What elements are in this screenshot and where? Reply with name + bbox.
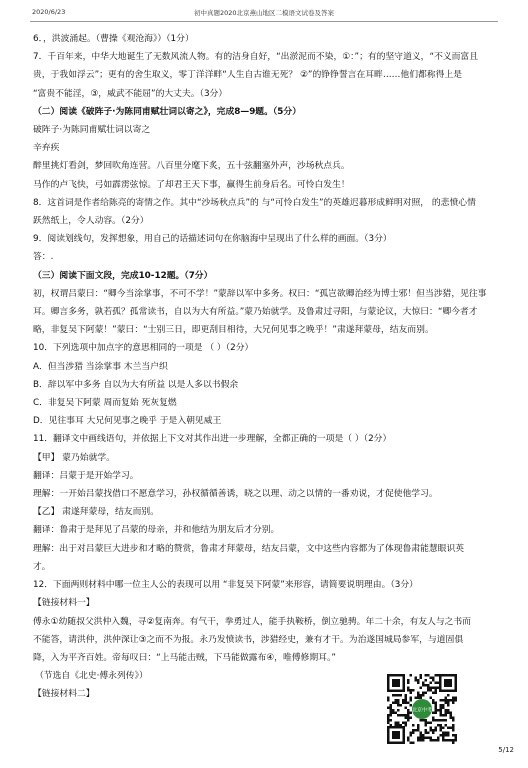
qr-module <box>422 682 425 685</box>
qr-module <box>435 707 438 710</box>
qr-module <box>435 682 438 685</box>
header-date: 2020/6/23 <box>32 8 66 16</box>
qr-module <box>432 677 435 680</box>
qr-module <box>435 687 438 690</box>
qr-module <box>440 734 443 737</box>
qr-module <box>430 682 433 685</box>
qr-module <box>430 727 433 730</box>
qr-module <box>390 712 393 715</box>
page-header <box>0 8 528 22</box>
qr-module <box>445 719 448 722</box>
qr-module <box>447 727 450 730</box>
qr-module <box>410 697 413 700</box>
qr-module <box>430 729 433 732</box>
qr-module <box>450 717 453 720</box>
qr-module <box>405 702 408 705</box>
qr-module <box>455 734 458 737</box>
poem-stanza-1: 醉里挑灯看剑，梦回吹角连营。八百里分麾下炙，五十弦翻塞外声，沙场秋点兵。 <box>33 161 350 172</box>
qr-module <box>417 739 420 742</box>
qr-module <box>410 704 413 707</box>
poem-title: 破阵子·为陈同甫赋壮词以寄之 <box>33 125 151 136</box>
qr-module <box>447 699 450 702</box>
qr-module <box>440 709 443 712</box>
qr-module <box>415 677 418 680</box>
qr-module <box>410 717 413 720</box>
qr-module <box>395 699 398 702</box>
qr-module <box>445 702 448 705</box>
q7-line-2: 贵，于我如浮云”；更有的舍生取义，零丁洋洋畔“人生自古谁无死？ ②”的铮铮誓言在耳畔……他们都称得上是 <box>33 70 463 81</box>
qr-module <box>425 722 428 725</box>
qr-module <box>395 702 398 705</box>
material-1-line-1: 傅永①幼随叔父洪仲入魏，寻②复南奔。有气干，拳勇过人，能手执鞍桥，倒立驰骋。年二十余，有友人与之书而 <box>33 616 472 627</box>
qr-module <box>407 719 410 722</box>
qr-module <box>445 732 448 735</box>
qr-module <box>452 697 455 700</box>
qr-module <box>440 727 443 730</box>
qr-module <box>420 674 423 677</box>
qr-module <box>410 699 413 702</box>
qr-module <box>442 704 445 707</box>
qr-module <box>435 704 438 707</box>
qr-module <box>435 709 438 712</box>
qr-module <box>392 712 395 715</box>
qr-module <box>447 739 450 742</box>
qr-module <box>395 722 398 725</box>
qr-module <box>417 724 420 727</box>
qr-module <box>437 737 440 740</box>
qr-module <box>422 692 425 695</box>
qr-module <box>435 674 438 677</box>
material-1-line-3: 降，入为平齐百姓。帝每叹曰：“上马能击贼，下马能做露布④，唯傅修期耳。” <box>33 652 336 663</box>
qr-module <box>452 724 455 727</box>
qr-module <box>392 694 395 697</box>
qr-module <box>402 722 405 725</box>
qr-module <box>435 719 438 722</box>
qr-module <box>412 732 415 735</box>
qr-module <box>422 684 425 687</box>
qr-module <box>415 729 418 732</box>
qr-module <box>440 714 443 717</box>
qr-module <box>402 714 405 717</box>
qr-module <box>420 732 423 735</box>
passage-line-1: 初，权谓吕蒙曰：“卿今当涂掌事，不可不学！”蒙辞以军中多务。权曰：“孤岂欲卿治经为博士邪！但当涉猎，见往事 <box>33 288 487 299</box>
qr-module <box>402 699 405 702</box>
qr-module <box>452 699 455 702</box>
qr-module <box>425 724 428 727</box>
q10-option-a: A．但当涉猎 当涂掌事 木兰当户织 <box>33 361 168 372</box>
qr-module <box>440 712 443 715</box>
qr-module <box>452 727 455 730</box>
qr-module <box>430 697 433 700</box>
qr-module <box>430 687 433 690</box>
qr-module <box>452 702 455 705</box>
qr-module <box>435 712 438 715</box>
q11-yi-translation: 翻译：鲁肃于是拜见了吕蒙的母亲，并和他结为朋友后才分别。 <box>33 525 280 536</box>
qr-module <box>432 687 435 690</box>
qr-module <box>407 689 410 692</box>
qr-module <box>407 737 410 740</box>
qr-module <box>387 717 390 720</box>
qr-module <box>420 734 423 737</box>
qr-module <box>427 684 430 687</box>
qr-module <box>430 739 433 742</box>
qr-badge-text: 北京中考 <box>411 707 433 714</box>
qr-module <box>405 717 408 720</box>
qr-module <box>412 729 415 732</box>
qr-module <box>430 689 433 692</box>
qr-module <box>455 737 458 740</box>
qr-module <box>430 722 433 725</box>
q11-jia-translation: 翻译：吕蒙于是开始学习。 <box>33 470 139 481</box>
q8-line-1: 8．这首词是作者给陈亮的寄情之作。其中“沙场秋点兵”的 与“可怜白发生”的英雄迟暮形成鲜明对照， 的悲愤心情 <box>33 197 476 208</box>
qr-module <box>445 712 448 715</box>
qr-module <box>452 742 455 745</box>
qr-module <box>407 709 410 712</box>
qr-module <box>435 739 438 742</box>
qr-module <box>390 714 393 717</box>
qr-module <box>452 719 455 722</box>
qr-module <box>440 699 443 702</box>
qr-module <box>432 732 435 735</box>
qr-module <box>435 689 438 692</box>
qr-module <box>437 709 440 712</box>
qr-module <box>402 702 405 705</box>
qr-module <box>442 727 445 730</box>
qr-module <box>395 694 398 697</box>
qr-module <box>440 719 443 722</box>
qr-module <box>452 739 455 742</box>
qr-module <box>432 719 435 722</box>
qr-module <box>442 714 445 717</box>
qr-module <box>400 704 403 707</box>
qr-module <box>452 729 455 732</box>
qr-module <box>432 739 435 742</box>
header-title: 初中真题2020北京燕山地区二模语文试卷及答案 <box>193 9 335 17</box>
qr-module <box>427 722 430 725</box>
qr-module <box>440 724 443 727</box>
qr-module <box>417 729 420 732</box>
qr-module <box>412 689 415 692</box>
qr-module <box>397 702 400 705</box>
qr-module <box>410 674 413 677</box>
poem-stanza-2: 马作的卢飞快，弓如霹雳弦惊。了却君王天下事，赢得生前身后名。可怜白发生！ <box>33 179 350 190</box>
qr-module <box>437 724 440 727</box>
qr-module <box>440 707 443 710</box>
qr-module <box>392 702 395 705</box>
qr-module <box>445 699 448 702</box>
qr-module <box>390 707 393 710</box>
qr-module <box>437 719 440 722</box>
qr-module <box>425 679 428 682</box>
qr-module <box>422 719 425 722</box>
qr-module <box>407 712 410 715</box>
q7-line-3: “富贵不能淫，③，威武不能屈”的大丈夫。（3分） <box>33 88 228 99</box>
qr-module <box>442 737 445 740</box>
qr-module <box>400 714 403 717</box>
qr-module <box>397 722 400 725</box>
qr-module <box>447 709 450 712</box>
qr-module <box>447 734 450 737</box>
qr-module <box>447 694 450 697</box>
qr-module <box>432 729 435 732</box>
qr-module <box>430 737 433 740</box>
qr-module <box>425 737 428 740</box>
qr-module <box>425 684 428 687</box>
qr-module <box>395 712 398 715</box>
qr-module <box>445 714 448 717</box>
qr-module <box>440 704 443 707</box>
qr-module <box>432 692 435 695</box>
qr-module <box>405 699 408 702</box>
qr-module <box>455 699 458 702</box>
section-3-heading: （三）阅读下面文段，完成10-12题。（7分） <box>33 270 213 281</box>
qr-module <box>410 689 413 692</box>
qr-module <box>420 677 423 680</box>
qr-module <box>445 697 448 700</box>
qr-module <box>442 719 445 722</box>
qr-module <box>450 739 453 742</box>
qr-module <box>450 714 453 717</box>
qr-code <box>385 672 459 746</box>
qr-module <box>417 727 420 730</box>
qr-module <box>417 737 420 740</box>
qr-module <box>432 717 435 720</box>
qr-module <box>417 679 420 682</box>
qr-module <box>425 729 428 732</box>
qr-module <box>397 709 400 712</box>
qr-module <box>450 727 453 730</box>
qr-module <box>405 694 408 697</box>
qr-module <box>447 712 450 715</box>
qr-module <box>405 707 408 710</box>
qr-module <box>422 739 425 742</box>
qr-module <box>392 709 395 712</box>
passage-line-3: 略，非复吴下阿蒙！”蒙曰：“士别三日，即更刮目相待，大兄何见事之晚乎！”肃遂拜蒙母，结友而别。 <box>33 325 434 336</box>
document-body <box>33 30 499 704</box>
qr-module <box>432 699 435 702</box>
q6-line: 6．，洪波涌起。（曹操《观沧海》）（1分） <box>33 34 194 44</box>
qr-module <box>407 739 410 742</box>
qr-module <box>400 694 403 697</box>
q7-line-1: 7．千百年来，中华大地诞生了无数风流人物。有的洁身自好，“出淤泥而不染，①：”；有的坚守道义，“不义而富且 <box>33 52 479 63</box>
qr-module <box>427 674 430 677</box>
qr-module <box>427 689 430 692</box>
qr-module <box>432 712 435 715</box>
qr-module <box>410 734 413 737</box>
qr-module <box>410 732 413 735</box>
qr-module <box>397 704 400 707</box>
material-1-line-2: 不能答，请洪仲，洪仲深让③之而不为报。永乃发愤读书，涉猎经史，兼有才干。为治遂国城局参军，与道固俱 <box>33 634 464 645</box>
qr-module <box>387 699 390 702</box>
q11-yi-understanding-2: 才。 <box>33 561 51 572</box>
qr-module <box>435 727 438 730</box>
qr-module <box>405 697 408 700</box>
qr-module <box>420 687 423 690</box>
q10-line: 10．下列选项中加点字的意思相同的一项是 （ ）（2分） <box>33 343 254 354</box>
qr-module <box>442 734 445 737</box>
qr-module <box>387 707 390 710</box>
qr-module <box>420 719 423 722</box>
qr-module <box>435 702 438 705</box>
qr-module <box>387 722 390 725</box>
section-2-heading: （二）阅读《破阵子·为陈同甫赋壮词以寄之》，完成8—9题。（5分） <box>33 106 302 117</box>
qr-module <box>425 719 428 722</box>
qr-module <box>407 682 410 685</box>
qr-module <box>445 734 448 737</box>
qr-module <box>425 692 428 695</box>
qr-module <box>455 739 458 742</box>
qr-module <box>417 697 420 700</box>
qr-module <box>407 717 410 720</box>
qr-module <box>407 687 410 690</box>
qr-module <box>420 737 423 740</box>
qr-module <box>420 739 423 742</box>
q9-line: 9．阅读划线句，发挥想象，用自己的话描述词句在你脑海中呈现出了什么样的画面。（3分） <box>33 234 392 245</box>
qr-module <box>415 697 418 700</box>
q10-option-b: B．辞以军中多务 自以为大有所益 以是人多以书假余 <box>33 379 239 390</box>
qr-module <box>390 719 393 722</box>
material-1-source: （节选自《北史·傅永列传》） <box>35 671 148 682</box>
q8-line-2: 跃然纸上，令人动容。（2分） <box>33 216 149 227</box>
q11-yi-sentence: 【乙】 肃遂拜蒙母，结友而别。 <box>33 507 159 518</box>
qr-module <box>445 709 448 712</box>
qr-module <box>442 699 445 702</box>
qr-module <box>390 709 393 712</box>
qr-module <box>447 732 450 735</box>
qr-module <box>387 697 390 700</box>
qr-module <box>442 739 445 742</box>
qr-module <box>425 674 428 677</box>
qr-module <box>425 732 428 735</box>
qr-module <box>417 694 420 697</box>
qr-module <box>387 719 390 722</box>
qr-module <box>415 679 418 682</box>
qr-module <box>447 702 450 705</box>
qr-module <box>450 712 453 715</box>
qr-module <box>437 739 440 742</box>
qr-module <box>397 714 400 717</box>
header-divider <box>30 21 498 22</box>
qr-module <box>422 737 425 740</box>
material-2-heading: 【链接材料二】 <box>33 689 95 700</box>
qr-module <box>405 714 408 717</box>
qr-module <box>397 694 400 697</box>
qr-module <box>455 697 458 700</box>
qr-module <box>420 694 423 697</box>
qr-module <box>420 697 423 700</box>
q11-line: 11．翻译文中画线语句，并依据上下文对其作出进一步理解，全都正确的一项是（ ）（2分） <box>33 434 392 445</box>
qr-module <box>417 692 420 695</box>
qr-module <box>422 694 425 697</box>
q11-yi-understanding-1: 理解：出于对吕蒙巨大进步和才略的赞赏，鲁肃才拜蒙母，结友吕蒙，文中这些内容都为了体现鲁肃能慧眼识英 <box>33 543 465 554</box>
qr-module <box>432 679 435 682</box>
qr-module <box>435 692 438 695</box>
qr-module <box>390 704 393 707</box>
qr-module <box>442 707 445 710</box>
qr-module <box>445 724 448 727</box>
poem-author: 辛弃疾 <box>33 143 60 154</box>
page-number: 5/12 <box>498 746 514 754</box>
qr-module <box>387 714 390 717</box>
qr-module <box>407 679 410 682</box>
qr-module <box>440 729 443 732</box>
qr-module <box>427 732 430 735</box>
qr-module <box>407 714 410 717</box>
qr-module <box>410 742 413 745</box>
qr-module <box>450 699 453 702</box>
q11-jia-understanding: 理解：一开始吕蒙找借口不愿意学习，孙权循循善诱，晓之以理、动之以情的一番劝说，才促使他学习。 <box>33 489 438 500</box>
passage-line-2: 耳。卿言多务，孰若孤？孤常读书，自以为大有所益。”蒙乃始就学。及鲁肃过寻阳，与蒙论议，大惊曰：“卿今者才 <box>33 307 478 318</box>
q10-option-c: C．非复吴下阿蒙 周而复始 死灰复燃 <box>33 398 177 409</box>
qr-module <box>430 677 433 680</box>
qr-module <box>412 742 415 745</box>
qr-module <box>397 699 400 702</box>
qr-module <box>412 724 415 727</box>
material-1-heading: 【链接材料一】 <box>33 598 95 609</box>
qr-module <box>432 702 435 705</box>
q11-jia-sentence: 【甲】 蒙乃始就学。 <box>33 452 115 463</box>
qr-module <box>435 729 438 732</box>
qr-module <box>417 682 420 685</box>
qr-module <box>452 717 455 720</box>
qr-module <box>407 702 410 705</box>
q9-answer: 答：. <box>33 252 54 263</box>
qr-module <box>445 739 448 742</box>
qr-module <box>422 734 425 737</box>
qr-module <box>442 732 445 735</box>
qr-module <box>447 704 450 707</box>
qr-module <box>452 734 455 737</box>
q12-line: 12．下面两则材料中哪一位主人公的表现可以用 “非复吴下阿蒙”来形容，请简要说明理由。（3分） <box>33 580 418 591</box>
qr-module <box>410 692 413 695</box>
qr-module <box>427 737 430 740</box>
qr-module <box>427 687 430 690</box>
q10-option-d: D．见往事耳 大兄何见事之晚乎 于是入朝见威王 <box>33 416 222 427</box>
qr-module <box>405 722 408 725</box>
